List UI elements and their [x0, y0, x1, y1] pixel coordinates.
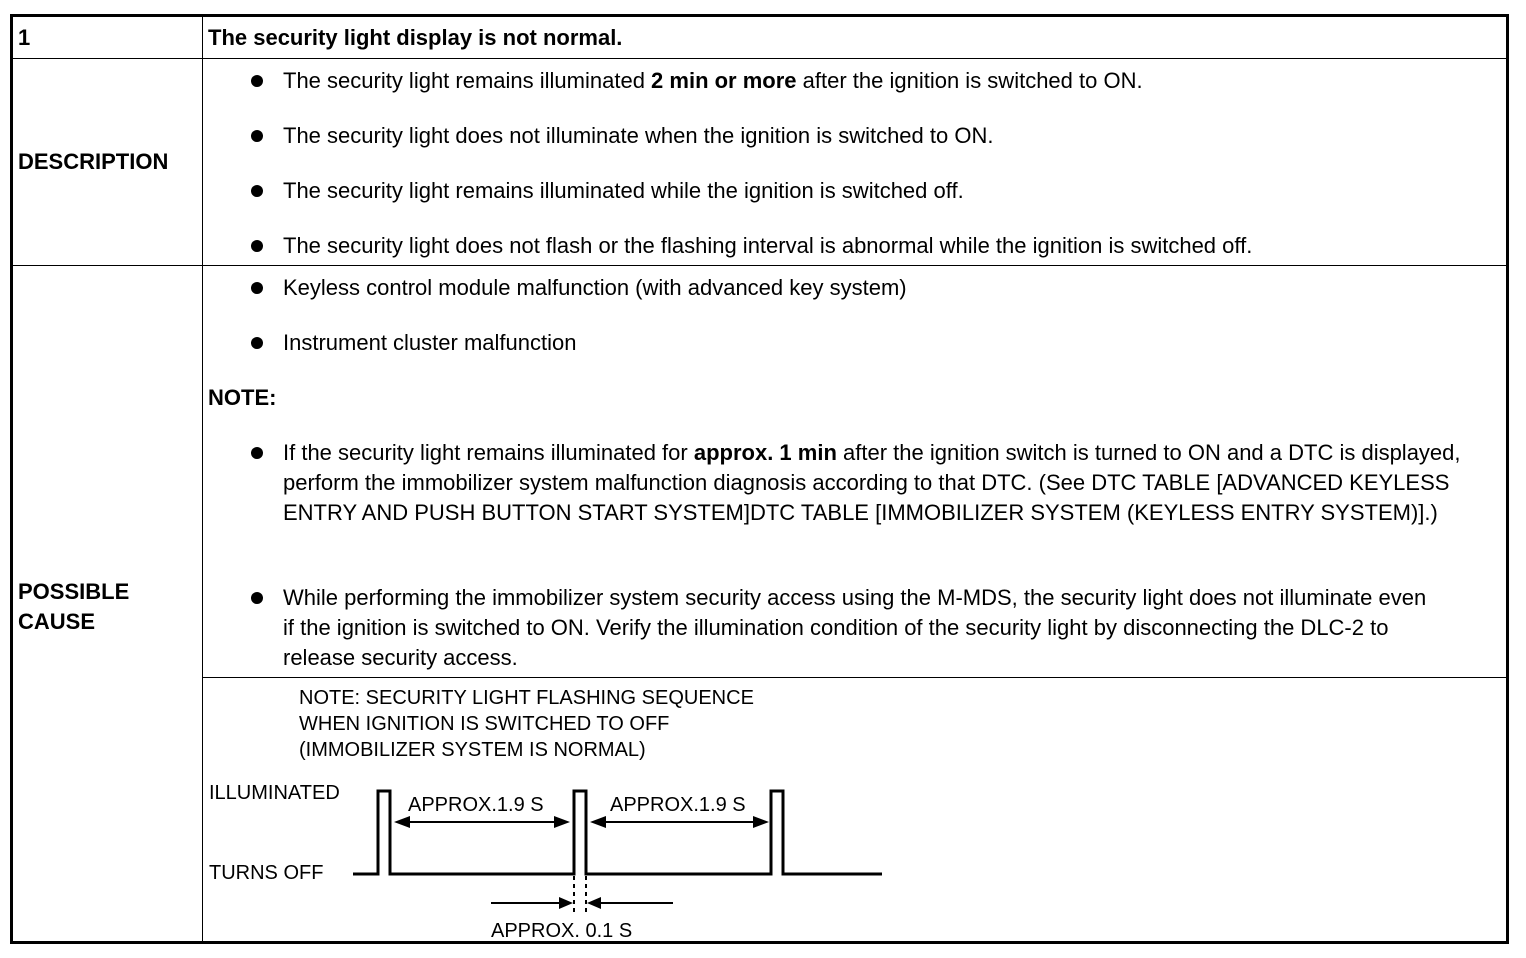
pulse-arrowhead-right — [587, 897, 601, 909]
diagram-note-line2: WHEN IGNITION IS SWITCHED TO OFF — [299, 713, 670, 735]
arrowhead-right-2 — [753, 816, 769, 828]
interval-label-2: APPROX.1.9 S — [610, 794, 746, 816]
possible-cause-label-line2: CAUSE — [18, 609, 96, 634]
possible-cause-label-line1: POSSIBLE — [18, 579, 130, 604]
note-heading: NOTE: — [208, 385, 277, 410]
bullet-icon — [251, 282, 263, 294]
note-item-2: While performing the immobilizer system security access using the M-MDS, the security light does not illuminate even if the ignition is switched to ON. Verify the illumination condition of the security light by disconnecting the DLC-2 to release security access. — [283, 585, 1427, 670]
arrowhead-right-1 — [554, 816, 570, 828]
description-item-4: The security light does not flash or the flashing interval is abnormal while the ignition is switched off. — [283, 233, 1253, 258]
cause-item-1: Keyless control module malfunction (with advanced key system) — [283, 275, 907, 300]
diagram-note-line3: (IMMOBILIZER SYSTEM IS NORMAL) — [299, 739, 646, 761]
row-divider-description — [12, 265, 1508, 266]
interval-label-1: APPROX.1.9 S — [408, 794, 544, 816]
bullet-icon — [251, 185, 263, 197]
description-item-2: The security light does not illuminate when the ignition is switched to ON. — [283, 123, 994, 148]
bullet-icon — [251, 447, 263, 459]
flashing-sequence-diagram — [203, 678, 903, 943]
illuminated-label: ILLUMINATED — [209, 782, 340, 804]
turns-off-label: TURNS OFF — [209, 862, 324, 884]
row-divider-header — [12, 58, 1508, 59]
cause-item-2: Instrument cluster malfunction — [283, 330, 577, 355]
arrowhead-left-2 — [590, 816, 606, 828]
description-item-1: The security light remains illuminated 2 min or more after the ignition is switched to ON. — [283, 68, 1143, 93]
description-item-3: The security light remains illuminated while the ignition is switched off. — [283, 178, 964, 203]
note-item-1: If the security light remains illuminated for approx. 1 min after the ignition switch is turned to ON and a DTC is displayed, perform the immobilizer system malfunction diagnosis according to that DTC. (See DTC TABLE [ADVANCED KEYLESS ENTRY AND PUSH BUTTON START SYSTEM]DTC TABLE [IMMOBILIZER SYSTEM (KEYLESS ENTRY SYSTEM)].) — [283, 440, 1461, 525]
arrowhead-left-1 — [394, 816, 410, 828]
pulse-arrowhead-left — [559, 897, 573, 909]
description-label: DESCRIPTION — [18, 149, 169, 174]
pulse-width-label: APPROX. 0.1 S — [491, 920, 633, 942]
diagram-note-line1: NOTE: SECURITY LIGHT FLASHING SEQUENCE — [299, 687, 754, 709]
bullet-icon — [251, 592, 263, 604]
page-title: The security light display is not normal. — [208, 25, 623, 50]
bullet-icon — [251, 337, 263, 349]
bullet-icon — [251, 75, 263, 87]
bullet-icon — [251, 130, 263, 142]
bullet-icon — [251, 240, 263, 252]
row-number: 1 — [18, 25, 31, 50]
